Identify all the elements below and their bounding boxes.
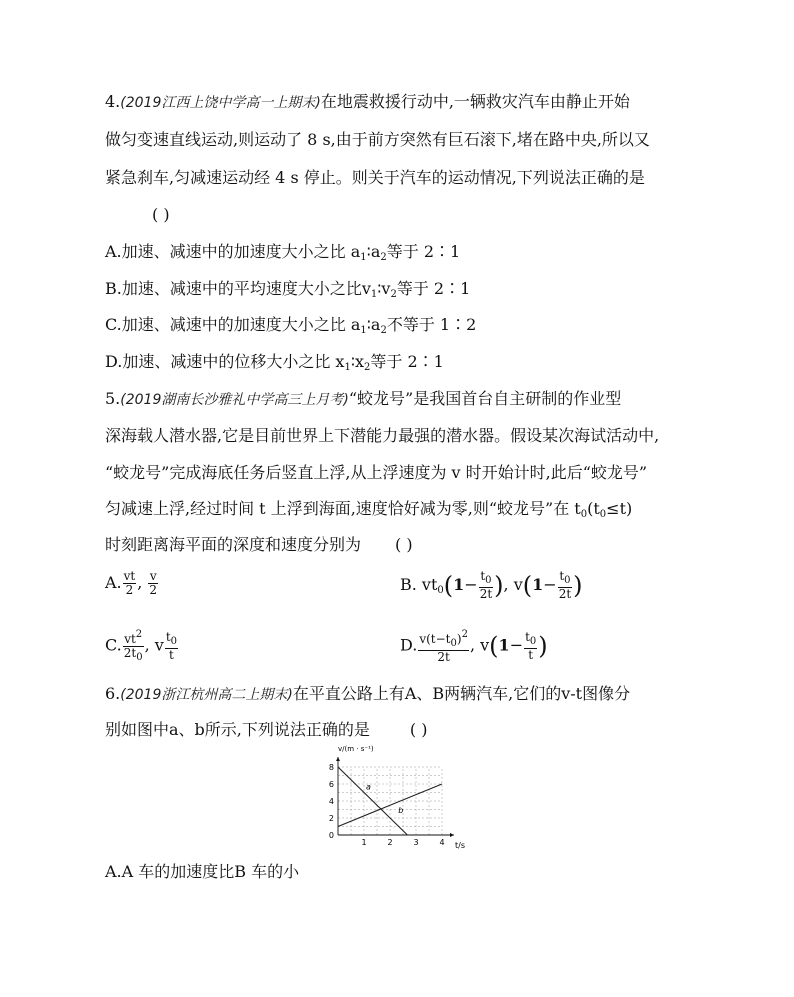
x-tick-label: 4 xyxy=(439,838,445,847)
q4-line-2: 做匀变速直线运动,则运动了 8 s,由于前方突然有巨石滚下,堵在路中央,所以又 xyxy=(105,130,650,149)
q4-number: 4. xyxy=(105,92,121,111)
formula-vt-over-2: $\frac{vt}{2}$ xyxy=(123,569,136,597)
q5-option-b[interactable]: B. $vt_0(1-$ $\frac{t_0}{2t}$ ), v(1− $\frac{t_0}{2t}$ ) xyxy=(400,569,583,601)
q5-text-1: “蛟龙号”是我国首台自主研制的作业型 xyxy=(348,389,622,408)
q4-text-1: 在地震救援行动中,一辆救灾汽车由静止开始 xyxy=(320,92,630,111)
q4-option-b[interactable]: B.加速、减速中的平均速度大小之比$v_1∶v_2$等于 2∶1 xyxy=(105,279,471,300)
q5-line-2: 深海载人潜水器,它是目前世界上下潜能力最强的潜水器。假设某次海试活动中, xyxy=(105,426,660,445)
q4-option-d[interactable]: D.加速、减速中的位移大小之比 $x_1∶x_2$等于 2∶1 xyxy=(105,352,444,373)
series-line-a xyxy=(338,767,407,835)
x-tick-label: 2 xyxy=(387,838,393,847)
y-tick-label: 6 xyxy=(328,780,334,789)
series-label-b: b xyxy=(398,806,404,816)
series-label-a: a xyxy=(365,782,371,792)
y-tick-label: 2 xyxy=(328,814,334,823)
x-axis-arrow xyxy=(450,833,454,837)
q5-option-a[interactable]: A. $\frac{vt}{2}$ , $\frac{v}{2}$ xyxy=(105,569,158,597)
y-tick-label: 8 xyxy=(328,763,334,772)
y-axis-arrow xyxy=(336,757,340,761)
q5-option-c[interactable]: C. $\frac{vt^2}{2t_0}$ , v $\frac{t_0}{t}$ xyxy=(105,629,178,663)
q5-source: (2019湖南长沙雅礼中学高三上月考) xyxy=(120,392,349,408)
q5-line-1 xyxy=(105,389,621,410)
q5-line-3: “蛟龙号”完成海底任务后竖直上浮,从上浮速度为 v 时开始计时,此后“蛟龙号” xyxy=(105,463,648,482)
q4-answer-paren: ( ) xyxy=(152,205,170,224)
q6-text-1: 在平直公路上有A、B两辆汽车,它们的v-t图像分 xyxy=(292,684,631,703)
q4-line-1 xyxy=(105,92,630,113)
vt-chart xyxy=(320,742,470,857)
q4-option-a[interactable]: A.加速、减速中的加速度大小之比 $a_1∶a_2$等于 2∶1 xyxy=(105,242,461,263)
q5-option-d[interactable]: D. $\frac{v(t-t_0)^2}{2t}$ , v(1− $\frac{t_0}{t}$ ) xyxy=(400,629,548,664)
q4-source: (2019江西上饶中学高一上期末) xyxy=(120,95,321,111)
y-tick-label: 4 xyxy=(328,797,334,806)
q5-line-4: 匀减速上浮,经过时间 t 上浮到海面,速度恰好减为零,则“蛟龙号”在 $t_0(t_0\le t)$ xyxy=(105,499,633,520)
q4-option-c[interactable]: C.加速、减速中的加速度大小之比 $a_1∶a_2$不等于 1∶2 xyxy=(105,315,477,336)
q6-line-2: 别如图中a、b所示,下列说法正确的是 ( ) xyxy=(105,720,428,739)
q4-line-3: 紧急刹车,匀减速运动经 4 s 停止。则关于汽车的运动情况,下列说法正确的是 xyxy=(105,168,645,187)
q6-answer-paren: ( ) xyxy=(409,720,428,739)
x-tick-label: 3 xyxy=(413,838,419,847)
q6-source: (2019浙江杭州高二上期末) xyxy=(120,687,293,703)
q6-line-1 xyxy=(105,684,630,705)
q5-line-5: 时刻距离海平面的深度和速度分别为 ( ) xyxy=(105,535,413,554)
x-axis-label: t/s xyxy=(455,841,465,850)
y-tick-label: 0 xyxy=(328,831,334,840)
x-tick-label: 1 xyxy=(361,838,367,847)
q5-number: 5. xyxy=(105,389,121,408)
y-axis-label: v/(m · s⁻¹) xyxy=(338,745,374,753)
chart-grid xyxy=(338,767,442,835)
formula-v-over-2: $\frac{v}{2}$ xyxy=(149,569,158,597)
q6-option-a[interactable]: A.A 车的加速度比B 车的小 xyxy=(105,862,300,881)
q5-answer-paren: ( ) xyxy=(395,535,413,554)
chart-axes xyxy=(336,757,454,837)
q6-number: 6. xyxy=(105,684,121,703)
